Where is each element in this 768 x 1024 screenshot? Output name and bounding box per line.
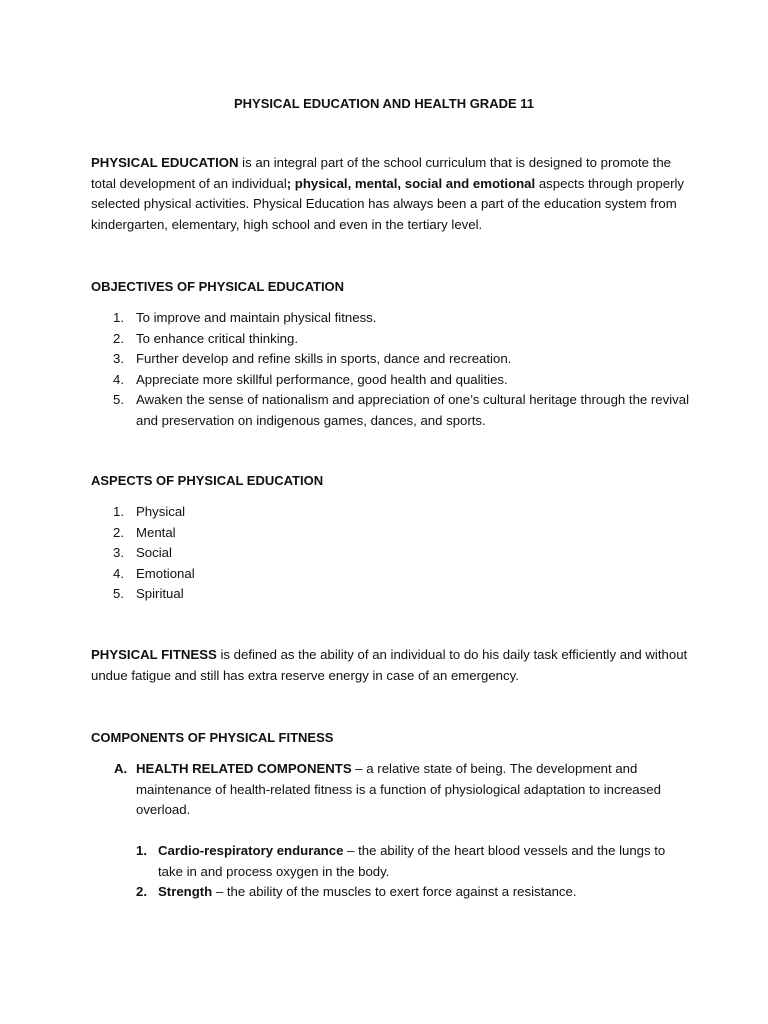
list-number: 1. (113, 310, 124, 325)
list-number: 3. (113, 351, 124, 366)
list-number: 3. (113, 545, 124, 560)
list-text: Mental (136, 524, 176, 540)
fitness-def-text: is defined as the ability of an individual to do his daily task efficiently and without undue fatigue and still has extra reserve energy in case of an emergency. (91, 647, 688, 683)
objectives-list (91, 308, 691, 431)
list-item (91, 564, 691, 585)
health-related-text: – a relative state of being. The development and maintenance of health-related fitness is a function of physiological adaptation to increased overload. (136, 761, 661, 817)
list-item (91, 502, 691, 523)
component-term: Cardio-respiratory endurance (158, 843, 344, 858)
fitness-definition-paragraph (91, 645, 691, 686)
fitness-term: PHYSICAL FITNESS (91, 647, 217, 662)
list-item (91, 308, 691, 329)
list-text: To enhance critical thinking. (136, 330, 299, 346)
component-term: Strength (158, 884, 213, 899)
list-item (91, 543, 691, 564)
pe-def-text-1: is an integral part of the school curriculum that is designed to promote the total development of an individual (91, 155, 672, 191)
component-text: – the ability of the muscles to exert force against a resistance. (212, 884, 577, 899)
list-text: Spiritual (136, 586, 184, 601)
health-related-text-block (114, 759, 674, 821)
list-text: Physical (136, 504, 186, 519)
objectives-heading: OBJECTIVES OF PHYSICAL EDUCATION (91, 279, 345, 294)
list-text: Emotional (136, 565, 195, 581)
aspects-heading: ASPECTS OF PHYSICAL EDUCATION (91, 473, 324, 488)
list-number: 4. (113, 371, 124, 387)
document-title: PHYSICAL EDUCATION AND HEALTH GRADE 11 (234, 96, 534, 111)
alpha-marker: A. (114, 761, 128, 776)
list-item (136, 841, 676, 882)
list-text: Social (136, 545, 172, 560)
components-heading: COMPONENTS OF PHYSICAL FITNESS (91, 730, 334, 745)
health-related-term: HEALTH RELATED COMPONENTS (136, 761, 352, 776)
list-number: 2. (113, 330, 124, 346)
list-item (91, 584, 691, 605)
list-text: Appreciate more skillful performance, good health and qualities. (136, 371, 508, 387)
list-item (91, 523, 691, 544)
pe-definition-paragraph (91, 153, 691, 235)
health-components-sublist (136, 841, 676, 903)
pe-aspects-bold: ; physical, mental, social and emotional (286, 175, 536, 191)
aspects-list (91, 502, 691, 605)
list-item (136, 882, 676, 903)
list-item (91, 370, 691, 391)
list-number: 5. (113, 392, 124, 407)
list-number: 4. (113, 565, 124, 581)
list-text: Further develop and refine skills in sports, dance and recreation. (136, 351, 512, 366)
list-number: 5. (113, 586, 124, 601)
pe-term: PHYSICAL EDUCATION (91, 155, 239, 170)
list-item (91, 349, 691, 370)
list-item (91, 390, 691, 431)
pe-def-text-2: aspects through properly selected physical activities. Physical Education has always been a part of the education system from kindergarten, elementary, high school and even in the tertiary level. (91, 175, 684, 232)
list-number: 1. (113, 504, 124, 519)
list-text: Awaken the sense of nationalism and appreciation of one’s cultural heritage through the revival and preservation on indigenous games, dances, and sports. (136, 392, 690, 428)
list-number: 1. (136, 843, 147, 858)
list-item (91, 329, 691, 350)
list-number: 2. (136, 884, 147, 899)
list-number: 2. (113, 524, 124, 540)
list-text: To improve and maintain physical fitness. (136, 310, 377, 325)
health-related-components-item (114, 759, 674, 821)
component-text: – the ability of the heart blood vessels and the lungs to take in and process oxygen in the body. (158, 843, 666, 879)
